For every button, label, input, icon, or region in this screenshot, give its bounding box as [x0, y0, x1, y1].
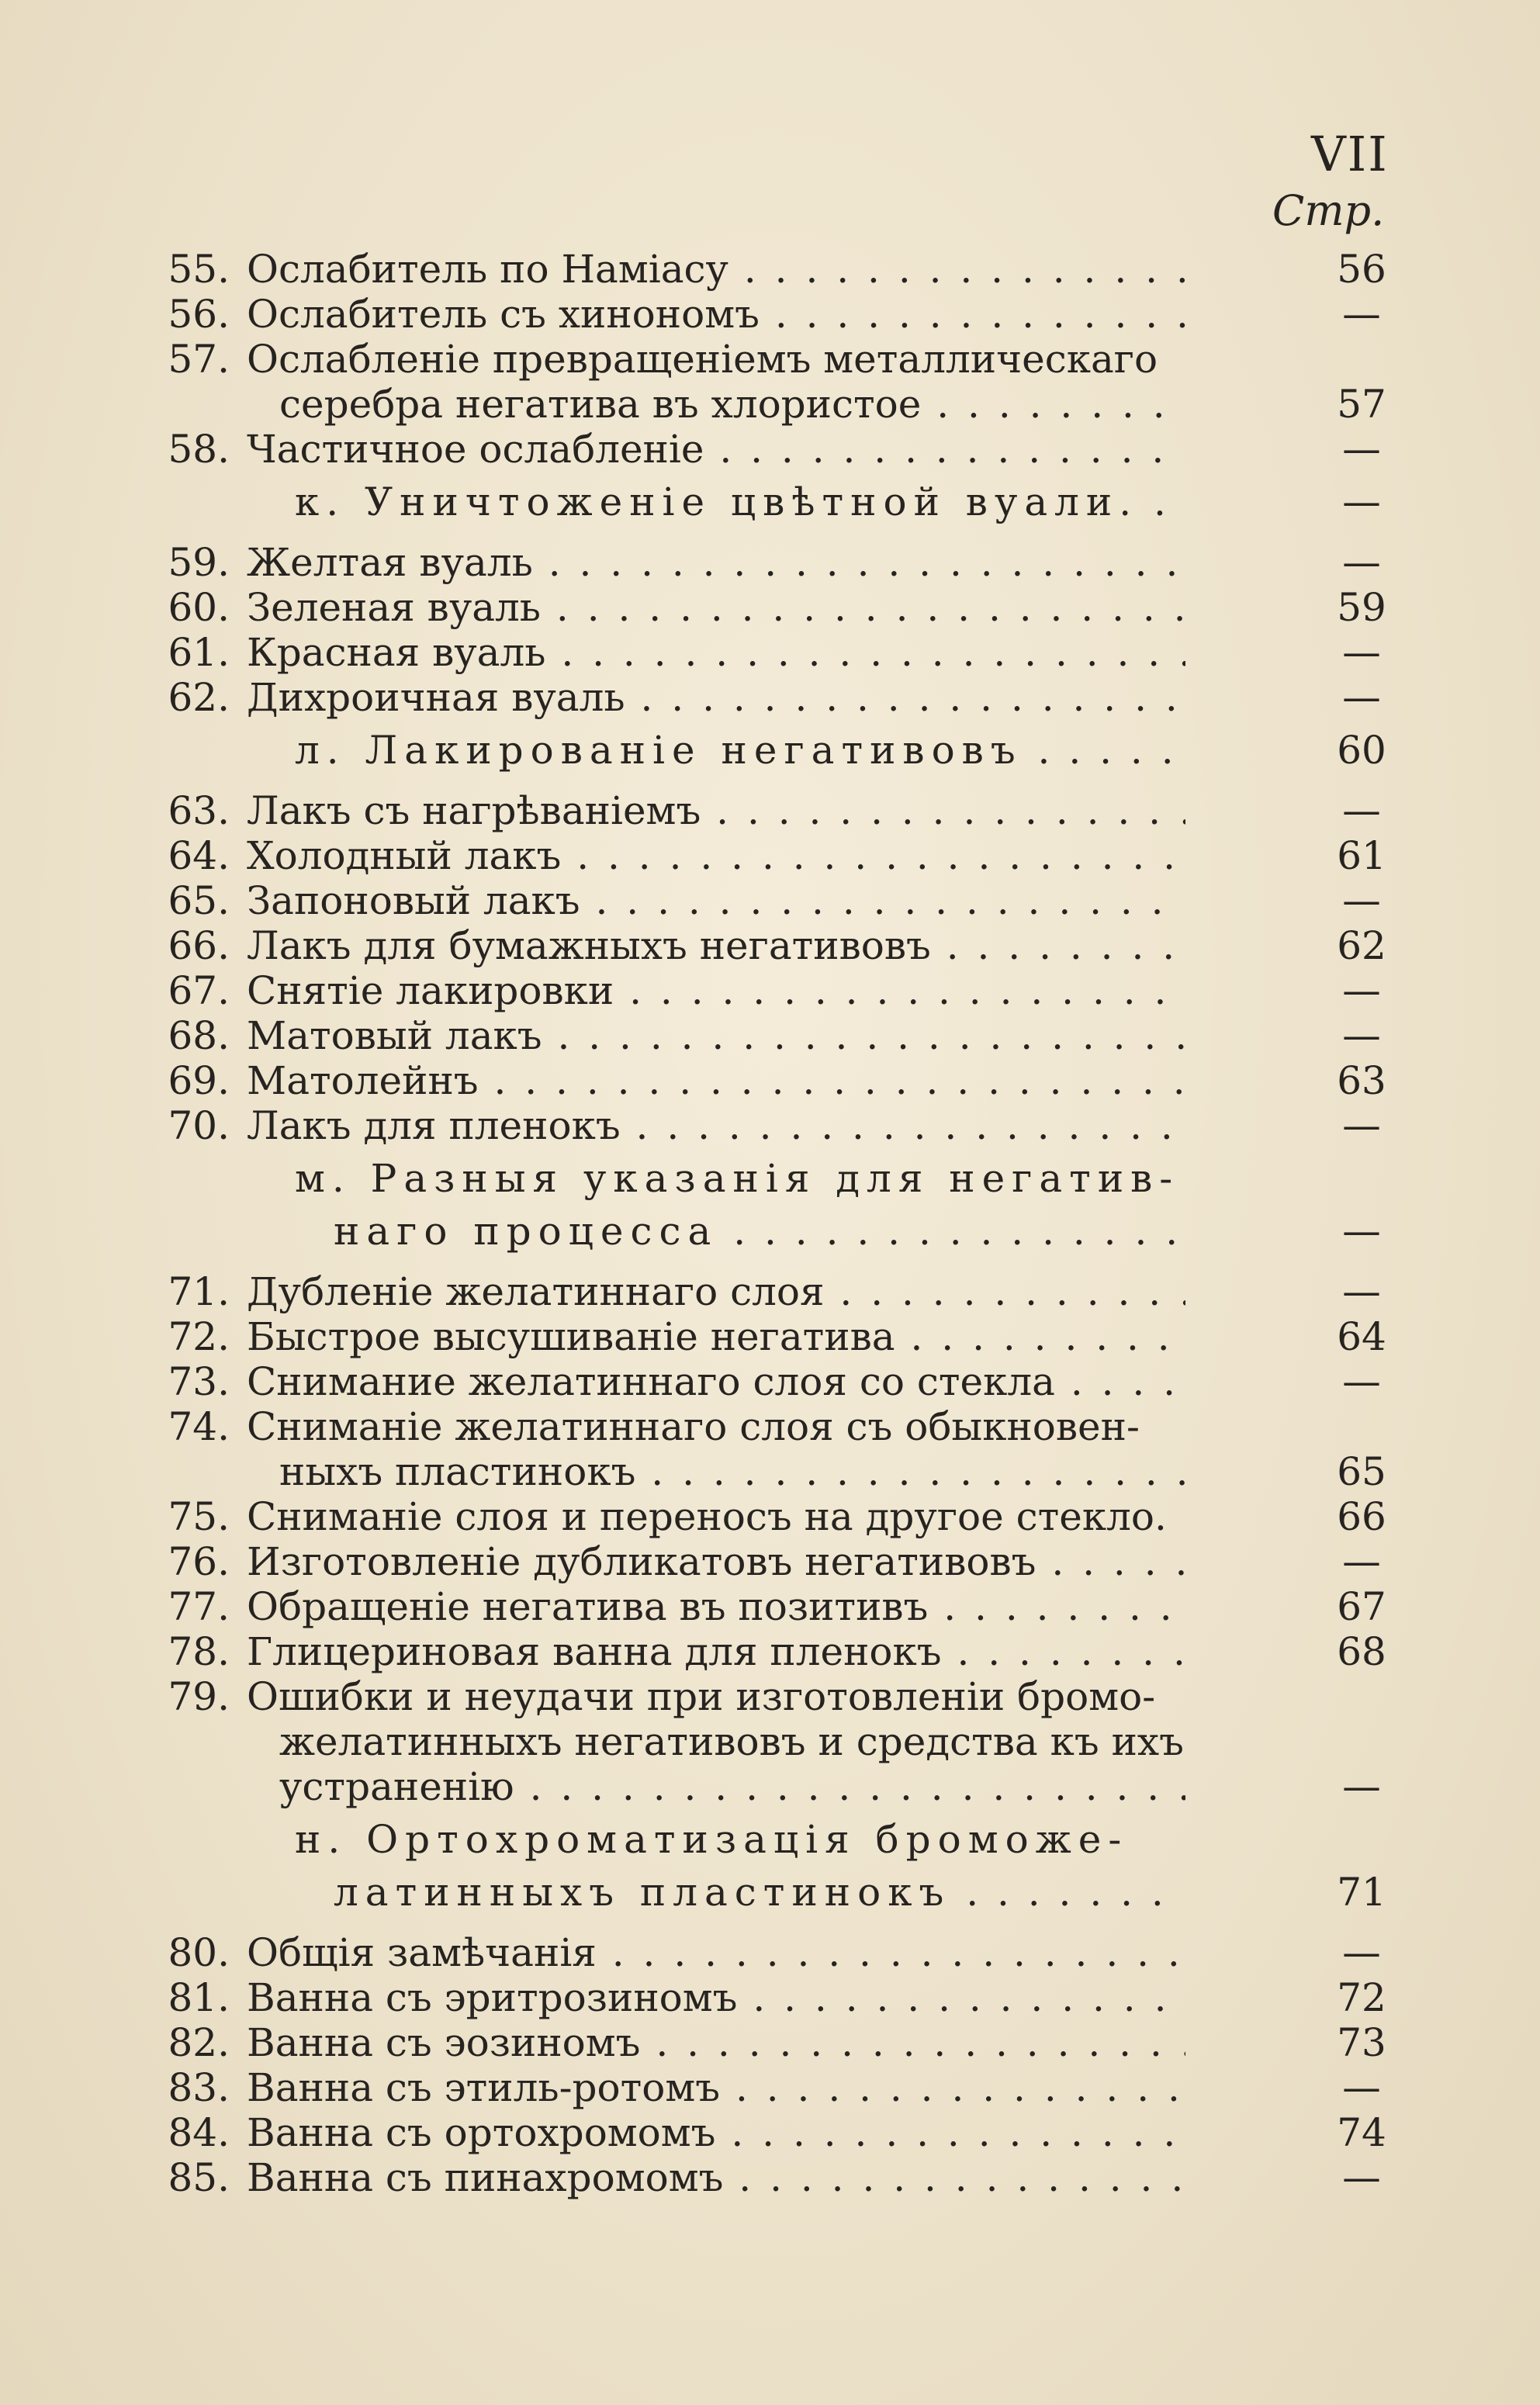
toc-entry	[0, 788, 1540, 833]
toc-entry-title: Ошибки и неудачи при изготовленiи бромо-	[247, 1674, 1156, 1719]
toc-entry-title: Матолейнъ . . .	[247, 1058, 1185, 1103]
toc-page-ref: —	[1342, 630, 1381, 675]
toc-page-ref: 64	[1337, 1314, 1386, 1359]
toc-entry	[0, 337, 1540, 382]
toc-page-ref: 65	[1337, 1449, 1386, 1494]
toc-entry	[0, 1629, 1540, 1674]
toc-entry	[0, 2020, 1540, 2065]
toc-entry-title: Желтая вуаль . . .	[247, 540, 1185, 585]
toc-entry-title: Ванна съ ортохромомъ . . .	[247, 2110, 1185, 2155]
toc-entry	[0, 1584, 1540, 1629]
toc-entry-number: 66.	[168, 923, 230, 968]
toc-entry-number: 57.	[168, 337, 230, 382]
toc-page-ref: 57	[1337, 382, 1386, 427]
toc-entry-title: ныхъ пластинокъ . . .	[279, 1449, 1185, 1494]
toc-entry-number: 75.	[168, 1494, 230, 1539]
toc-entry-title: Частичное ослабленiе . . .	[247, 427, 1185, 472]
toc-entry-number: 71.	[168, 1269, 230, 1314]
toc-entry	[0, 2065, 1540, 2110]
toc-page-ref: —	[1342, 540, 1381, 585]
toc-entry-number: 60.	[168, 585, 230, 630]
toc-entry	[0, 382, 1540, 427]
toc-entry-title: Общiя замѣчанiя . . .	[247, 1930, 1185, 1975]
toc-entry-title: Лакъ съ нагрѣванiемъ . . .	[247, 788, 1185, 833]
toc-entry-number: 73.	[168, 1359, 230, 1404]
toc-entry	[0, 2155, 1540, 2200]
toc-entry-title: к. Уничтоженiе цвѣтной вуали. . . .	[295, 479, 1185, 524]
toc-entry-title: Ослабленiе превращенiемъ металлическаго	[247, 337, 1158, 382]
toc-entry-number: 83.	[168, 2065, 230, 2110]
toc-page-ref: 71	[1337, 1870, 1386, 1915]
toc-page-ref: 72	[1337, 1975, 1386, 2020]
toc-entry-title: Холодный лакъ . . .	[247, 833, 1185, 878]
toc-entry-number: 82.	[168, 2020, 230, 2065]
toc-section-heading	[0, 479, 1540, 532]
toc-entry-title: устраненiю . . .	[279, 1764, 1185, 1809]
toc-page-ref: —	[1342, 968, 1381, 1013]
toc-page-ref: 63	[1337, 1058, 1386, 1103]
toc-entry-title: латинныхъ пластинокъ . . .	[334, 1870, 1185, 1915]
toc-page-ref: —	[1342, 1764, 1381, 1809]
toc-entry	[0, 968, 1540, 1013]
toc-entry-title: желатинныхъ негативовъ и средства къ ихъ	[279, 1719, 1184, 1764]
toc-entry-title: Ослабитель съ хинономъ . . .	[247, 292, 1185, 337]
toc-section-heading	[0, 1817, 1540, 1870]
toc-entry-title: Запоновый лакъ . . .	[247, 878, 1185, 923]
toc-page-ref: —	[1342, 1930, 1381, 1975]
toc-entry	[0, 1314, 1540, 1359]
toc-entry-number: 70.	[168, 1103, 230, 1148]
toc-entry-title: наго процесса . . .	[334, 1209, 1185, 1254]
toc-entry-title: Матовый лакъ . . .	[247, 1013, 1185, 1058]
toc-page-ref: —	[1342, 878, 1381, 923]
toc-entry-number: 80.	[168, 1930, 230, 1975]
toc-entry-title: Глицериновая ванна для пленокъ . . .	[247, 1629, 1185, 1674]
toc-page-ref: —	[1342, 2155, 1381, 2200]
toc-entry-number: 69.	[168, 1058, 230, 1103]
toc-entry	[0, 1058, 1540, 1103]
page-column-header: Стр.	[1272, 186, 1385, 235]
toc-entry-title: Изготовленiе дубликатовъ негативовъ . . .	[247, 1539, 1185, 1584]
toc-entry-number: 58.	[168, 427, 230, 472]
toc-entry-title: Снимание желатиннаго слоя со стекла . . .	[247, 1359, 1185, 1404]
toc-entry-title: Дихроичная вуаль . . .	[247, 675, 1185, 720]
toc-page-ref: —	[1342, 1209, 1381, 1254]
toc-entry	[0, 247, 1540, 292]
toc-entry	[0, 675, 1540, 720]
toc-entry	[0, 1674, 1540, 1719]
toc-entry-number: 61.	[168, 630, 230, 675]
toc-entry-title: н. Ортохроматизацiя броможе-	[295, 1817, 1129, 1862]
page-number: VII	[1311, 126, 1389, 182]
toc-entry	[0, 1449, 1540, 1494]
toc-page-ref: —	[1342, 292, 1381, 337]
toc-entry	[0, 1103, 1540, 1148]
toc-entry-number: 56.	[168, 292, 230, 337]
toc-section-heading	[0, 728, 1540, 780]
toc-entry	[0, 1013, 1540, 1058]
toc-entry-title: Ванна съ эозиномъ . . .	[247, 2020, 1185, 2065]
toc-entry	[0, 878, 1540, 923]
toc-entry-number: 76.	[168, 1539, 230, 1584]
toc-page-ref: 62	[1337, 923, 1386, 968]
toc-entry-title: Ослабитель по Намiасу . . .	[247, 247, 1185, 292]
toc-entry	[0, 2110, 1540, 2155]
toc-entry-number: 81.	[168, 1975, 230, 2020]
table-of-contents	[0, 247, 1540, 2200]
toc-entry-number: 84.	[168, 2110, 230, 2155]
toc-page-ref: —	[1342, 479, 1381, 524]
toc-entry-number: 65.	[168, 878, 230, 923]
toc-entry-title: Снятiе лакировки . . .	[247, 968, 1185, 1013]
toc-entry	[0, 1269, 1540, 1314]
toc-page-ref: 66	[1337, 1494, 1386, 1539]
toc-entry-number: 68.	[168, 1013, 230, 1058]
toc-page-ref: 60	[1337, 728, 1386, 773]
toc-entry	[0, 540, 1540, 585]
toc-entry	[0, 1764, 1540, 1809]
toc-entry-number: 63.	[168, 788, 230, 833]
toc-entry-title: Лакъ для бумажныхъ негативовъ . . .	[247, 923, 1185, 968]
toc-entry-number: 85.	[168, 2155, 230, 2200]
toc-entry	[0, 1975, 1540, 2020]
toc-entry-title: Дубленiе желатиннаго слоя . . .	[247, 1269, 1185, 1314]
toc-entry-title: Сниманiе слоя и переносъ на другое стекло.	[247, 1494, 1167, 1539]
toc-entry-number: 79.	[168, 1674, 230, 1719]
toc-entry-number: 59.	[168, 540, 230, 585]
toc-page-ref: —	[1342, 1013, 1381, 1058]
toc-page-ref: 67	[1337, 1584, 1386, 1629]
toc-page-ref: —	[1342, 1269, 1381, 1314]
toc-entry-title: серебра негатива въ хлористое . . .	[279, 382, 1185, 427]
toc-entry-title: Красная вуаль . . .	[247, 630, 1185, 675]
toc-entry	[0, 427, 1540, 472]
toc-page-ref: 68	[1337, 1629, 1386, 1674]
toc-page-ref: 73	[1337, 2020, 1386, 2065]
toc-entry-title: Ванна съ пинахромомъ . . .	[247, 2155, 1185, 2200]
toc-entry	[0, 630, 1540, 675]
toc-entry-number: 67.	[168, 968, 230, 1013]
toc-entry-number: 62.	[168, 675, 230, 720]
toc-entry	[0, 1719, 1540, 1764]
toc-entry-title: Ванна съ этиль-ротомъ . . .	[247, 2065, 1185, 2110]
toc-entry-title: Сниманiе желатиннаго слоя съ обыкновен-	[247, 1404, 1140, 1449]
toc-entry	[0, 1359, 1540, 1404]
toc-section-heading	[0, 1209, 1540, 1261]
toc-entry-number: 64.	[168, 833, 230, 878]
toc-section-heading	[0, 1870, 1540, 1922]
toc-entry	[0, 1539, 1540, 1584]
toc-entry-number: 74.	[168, 1404, 230, 1449]
toc-entry	[0, 833, 1540, 878]
toc-entry	[0, 923, 1540, 968]
toc-entry-title: Ванна съ эритрозиномъ . . .	[247, 1975, 1185, 2020]
toc-entry	[0, 585, 1540, 630]
toc-page-ref: —	[1342, 427, 1381, 472]
toc-entry	[0, 1930, 1540, 1975]
toc-page-ref: —	[1342, 1103, 1381, 1148]
toc-entry	[0, 1494, 1540, 1539]
toc-entry-title: м. Разныя указанiя для негатив-	[295, 1156, 1180, 1201]
toc-entry	[0, 1404, 1540, 1449]
toc-entry-number: 55.	[168, 247, 230, 292]
toc-page-ref: —	[1342, 2065, 1381, 2110]
toc-page-ref: 56	[1337, 247, 1386, 292]
toc-entry-title: Обращенiе негатива въ позитивъ . . .	[247, 1584, 1185, 1629]
toc-entry-title: л. Лакированiе негативовъ . . .	[295, 728, 1185, 773]
toc-entry-title: Зеленая вуаль . . .	[247, 585, 1185, 630]
toc-entry-number: 78.	[168, 1629, 230, 1674]
toc-entry-title: Лакъ для пленокъ . . .	[247, 1103, 1185, 1148]
toc-page-ref: —	[1342, 675, 1381, 720]
toc-entry-title: Быстрое высушиванiе негатива . . .	[247, 1314, 1185, 1359]
toc-page-ref: —	[1342, 788, 1381, 833]
toc-page-ref: 74	[1337, 2110, 1386, 2155]
toc-entry-number: 72.	[168, 1314, 230, 1359]
toc-entry	[0, 292, 1540, 337]
toc-section-heading	[0, 1156, 1540, 1209]
toc-page-ref: —	[1342, 1359, 1381, 1404]
toc-page-ref: 59	[1337, 585, 1386, 630]
toc-page-ref: 61	[1337, 833, 1386, 878]
toc-entry-number: 77.	[168, 1584, 230, 1629]
toc-page-ref: —	[1342, 1539, 1381, 1584]
